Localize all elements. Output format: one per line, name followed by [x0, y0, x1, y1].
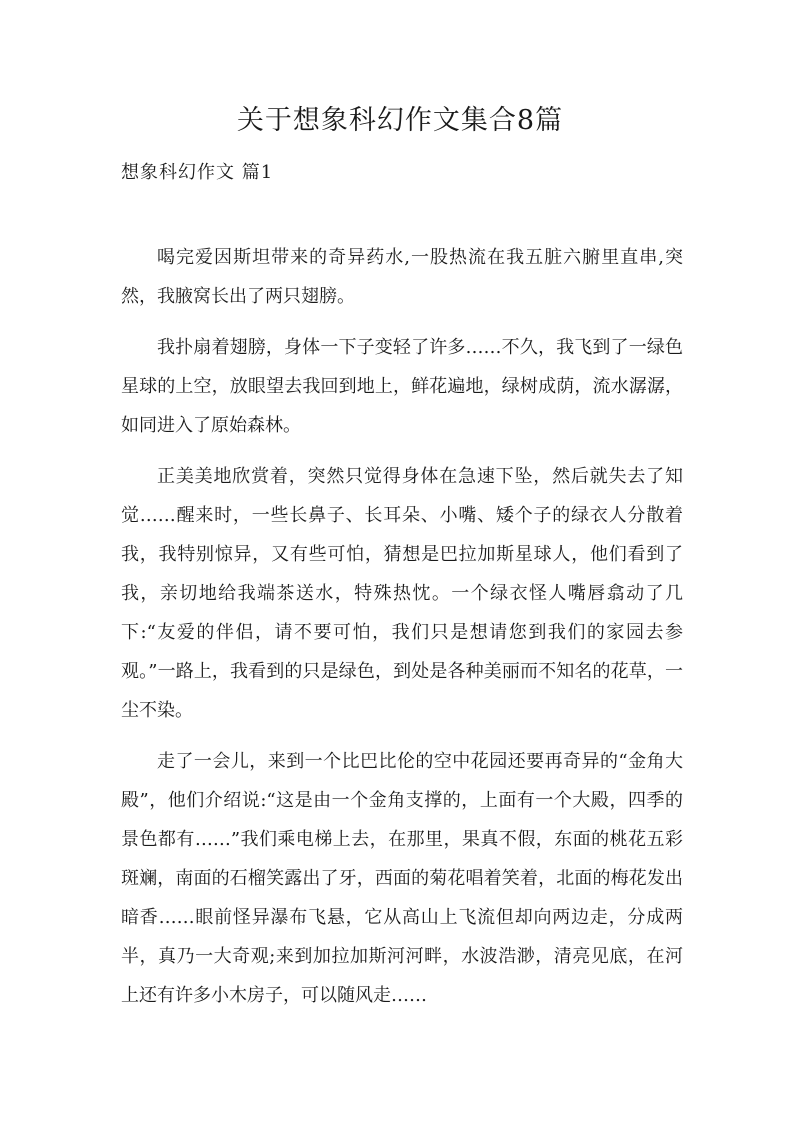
- paragraph: 走了一会儿，来到一个比巴比伦的空中花园还要再奇异的“金角大殿”，他们介绍说:“这是由一个金角支撑的，上面有一个大殿，四季的景色都有……”我们乘电梯上去，在那里，果真不假，东面的桃花五彩斑斓，南面的石榴笑露出了牙，西面的菊花唱着笑着，北面的梅花发出暗香……眼前怪异瀑布飞悬，它从高山上飞流但却向两边走，分成两半，真乃一大奇观;来到加拉加斯河河畔，水波浩渺，清亮见底，在河上还有许多小木房子，可以随风走……: [121, 751, 683, 1006]
- paragraph: 正美美地欣赏着，突然只觉得身体在急速下坠，然后就失去了知觉……醒来时，一些长鼻子、长耳朵、小嘴、矮个子的绿衣人分散着我，我特别惊异，又有些可怕，猜想是巴拉加斯星球人，他们看到了我，亲切地给我端茶送水，特殊热忱。一个绿衣怪人嘴唇翕动了几下:“友爱的伴侣，请不要可怕，我们只是想请您到我们的家园去参观。”一路上，我看到的只是绿色，到处是各种美丽而不知名的花草，一尘不染。: [121, 466, 683, 721]
- paragraph: 我扑扇着翅膀，身体一下子变轻了许多……不久，我飞到了一绿色星球的上空，放眼望去我回到地上，鲜花遍地，绿树成荫，流水潺潺，如同进入了原始森林。: [121, 337, 683, 436]
- section-heading: 想象科幻作文 篇1: [121, 162, 274, 183]
- paragraph: 喝完爱因斯坦带来的奇异药水,一股热流在我五脏六腑里直串,突然，我腋窝长出了两只翅膀。: [121, 247, 683, 307]
- article-body: [121, 238, 683, 1027]
- document-title: 关于想象科幻作文集合8篇: [236, 105, 564, 136]
